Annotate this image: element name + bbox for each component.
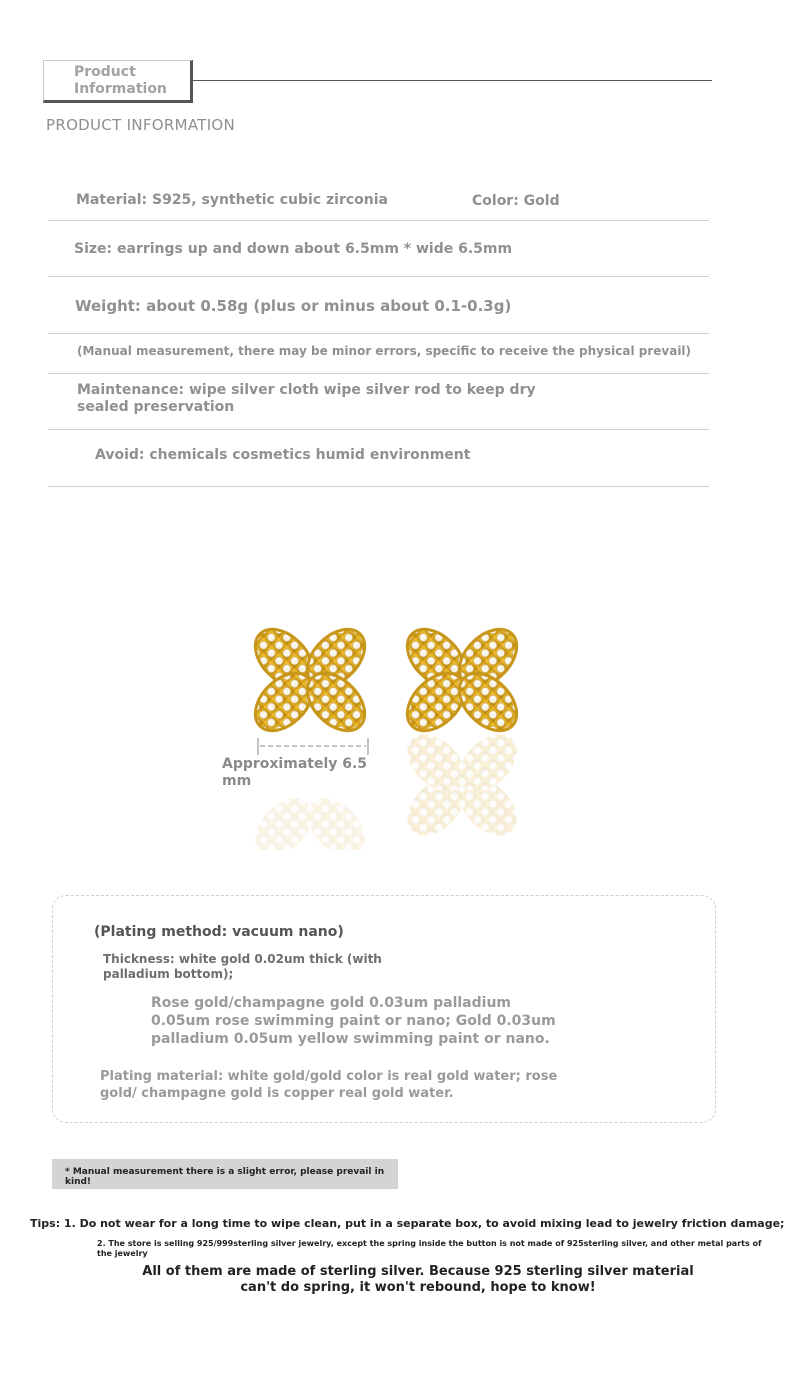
measurement-note-text: * Manual measurement there is a slight error, please prevail in kind!: [65, 1167, 385, 1187]
dimension-marker: [258, 738, 368, 755]
spec-avoid: Avoid: chemicals cosmetics humid environment: [95, 447, 471, 463]
spec-measurement-note: (Manual measurement, there may be minor errors, specific to receive the physical prevail): [77, 344, 692, 358]
dimension-label: Approximately 6.5 mm: [222, 756, 368, 789]
spec-material: Material: S925, synthetic cubic zirconia: [76, 192, 388, 208]
spec-maintenance: Maintenance: wipe silver cloth wipe silver rod to keep dry sealed preservation: [77, 382, 536, 415]
measurement-note-bar: [52, 1159, 398, 1189]
left-earring: [244, 618, 375, 741]
row-divider: [48, 220, 709, 221]
tip-1: Tips: 1. Do not wear for a long time to wipe clean, put in a separate box, to avoid mixing lead to jewelry friction damage;: [30, 1217, 785, 1230]
plating-rose-gold: Rose gold/champagne gold 0.03um palladium 0.05um rose swimming paint or nano; Gold 0.03um palladium 0.05um yellow swimming paint or nano.: [151, 995, 556, 1047]
right-earring: [396, 618, 527, 741]
section-tab-label: Product Information: [74, 64, 167, 97]
closing-note: All of them are made of sterling silver. Because 925 sterling silver material can't do spring, it won't rebound, hope to know!: [142, 1264, 694, 1295]
section-tab: [43, 60, 193, 103]
earring-reflection-left: [244, 787, 375, 850]
row-divider: [48, 429, 709, 430]
plating-method: (Plating method: vacuum nano): [94, 924, 344, 940]
plating-material: Plating material: white gold/gold color is real gold water; rose gold/ champagne gold is copper real gold water.: [100, 1069, 558, 1101]
row-divider: [48, 333, 709, 334]
row-divider: [48, 276, 709, 277]
row-divider: [48, 486, 709, 487]
header-rule: [193, 80, 712, 81]
spec-weight: Weight: about 0.58g (plus or minus about 0.1-0.3g): [75, 297, 512, 315]
page-title: PRODUCT INFORMATION: [46, 116, 236, 134]
plating-thickness: Thickness: white gold 0.02um thick (with palladium bottom);: [103, 952, 382, 981]
row-divider: [48, 373, 709, 374]
earring-reflection: [396, 723, 527, 846]
earrings-photo: [200, 610, 560, 850]
tip-2: 2. The store is selling 925/999sterling silver jewelry, except the spring inside the button is not made of 925sterling silver, and other metal parts of the jewelry: [97, 1239, 762, 1258]
spec-size: Size: earrings up and down about 6.5mm * wide 6.5mm: [74, 241, 513, 257]
spec-color: Color: Gold: [472, 193, 560, 209]
